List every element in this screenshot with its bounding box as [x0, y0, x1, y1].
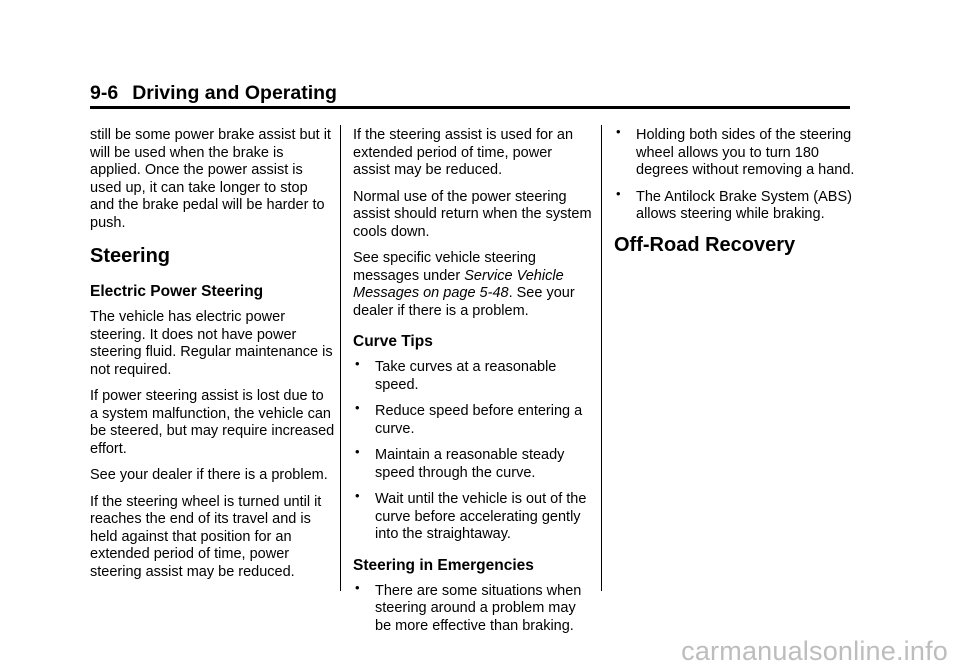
- column-1: [90, 127, 335, 590]
- list-item-text: Wait until the vehicle is out of the curve before accelerating gently into the straightaway.: [375, 491, 587, 542]
- list-item: [614, 124, 864, 180]
- list-item: [353, 579, 593, 636]
- watermark: carmanualsonline.info: [681, 636, 948, 666]
- text: . See your dealer if there is a problem.: [353, 285, 575, 319]
- paragraph: See your dealer if there is a problem.: [90, 467, 328, 483]
- list-item: [353, 444, 593, 482]
- list-item-text: Maintain a reasonable steady speed through the curve.: [375, 447, 565, 481]
- column-3: [614, 124, 864, 271]
- heading-electric-power-steering: Electric Power Steering: [90, 283, 264, 300]
- curve-tips-list: [353, 356, 593, 544]
- list-item: [353, 488, 593, 544]
- bullet-icon: •: [616, 124, 621, 139]
- bullet-icon: •: [355, 400, 360, 415]
- column-divider: [601, 125, 602, 591]
- emergency-list: [353, 579, 593, 636]
- list-item: [353, 356, 593, 394]
- list-item-text: Reduce speed before entering a curve.: [375, 403, 583, 437]
- bullet-icon: •: [355, 579, 360, 595]
- column-divider: [340, 125, 341, 591]
- page-header: [90, 81, 850, 109]
- paragraph: still be some power brake assist but it will be used when the brake is applied. Once the power assist is used up, it can take longer to stop and the brake pedal will be harder to push.: [90, 127, 331, 231]
- list-item-text: There are some situations when steering around a problem may be more effective than braking.: [375, 582, 582, 634]
- paragraph: If the steering assist is used for an extended period of time, power assist may be reduced.: [353, 127, 574, 178]
- list-item-text: Holding both sides of the steering wheel allows you to turn 180 degrees without removing a hand.: [636, 127, 855, 178]
- steering-tips-list: [614, 124, 864, 224]
- list-item: [353, 400, 593, 438]
- bullet-icon: •: [355, 444, 360, 459]
- list-item-text: The Antilock Brake System (ABS) allows steering while braking.: [636, 188, 852, 222]
- paragraph: [353, 250, 593, 320]
- bullet-icon: •: [355, 356, 360, 371]
- heading-steering-in-emergencies: Steering in Emergencies: [353, 556, 534, 574]
- cross-reference-link[interactable]: Service Vehicle Messages on page 5-48: [353, 267, 564, 301]
- text: See specific vehicle steering messages under: [353, 250, 536, 284]
- header-text: [90, 81, 850, 105]
- section-title: Driving and Operating: [132, 82, 337, 104]
- paragraph: If the steering wheel is turned until it reaches the end of its travel and is held against that position for an extended period of time, power steering assist may be reduced.: [90, 493, 322, 580]
- heading-steering: Steering: [90, 245, 171, 267]
- paragraph: If power steering assist is lost due to a system malfunction, the vehicle can be steered, but may require increased effort.: [90, 388, 335, 457]
- column-2: [353, 127, 593, 644]
- paragraph: Normal use of the power steering assist should return when the system cools down.: [353, 188, 592, 240]
- bullet-icon: •: [616, 185, 621, 201]
- paragraph: The vehicle has electric power steering. It does not have power steering fluid. Regular maintenance is not required.: [90, 309, 333, 378]
- bullet-icon: •: [355, 488, 360, 503]
- page-number: 9-6: [90, 82, 119, 104]
- heading-curve-tips: Curve Tips: [353, 333, 433, 350]
- heading-off-road-recovery: Off-Road Recovery: [614, 233, 796, 256]
- list-item: [614, 185, 864, 224]
- list-item-text: Take curves at a reasonable speed.: [375, 359, 557, 393]
